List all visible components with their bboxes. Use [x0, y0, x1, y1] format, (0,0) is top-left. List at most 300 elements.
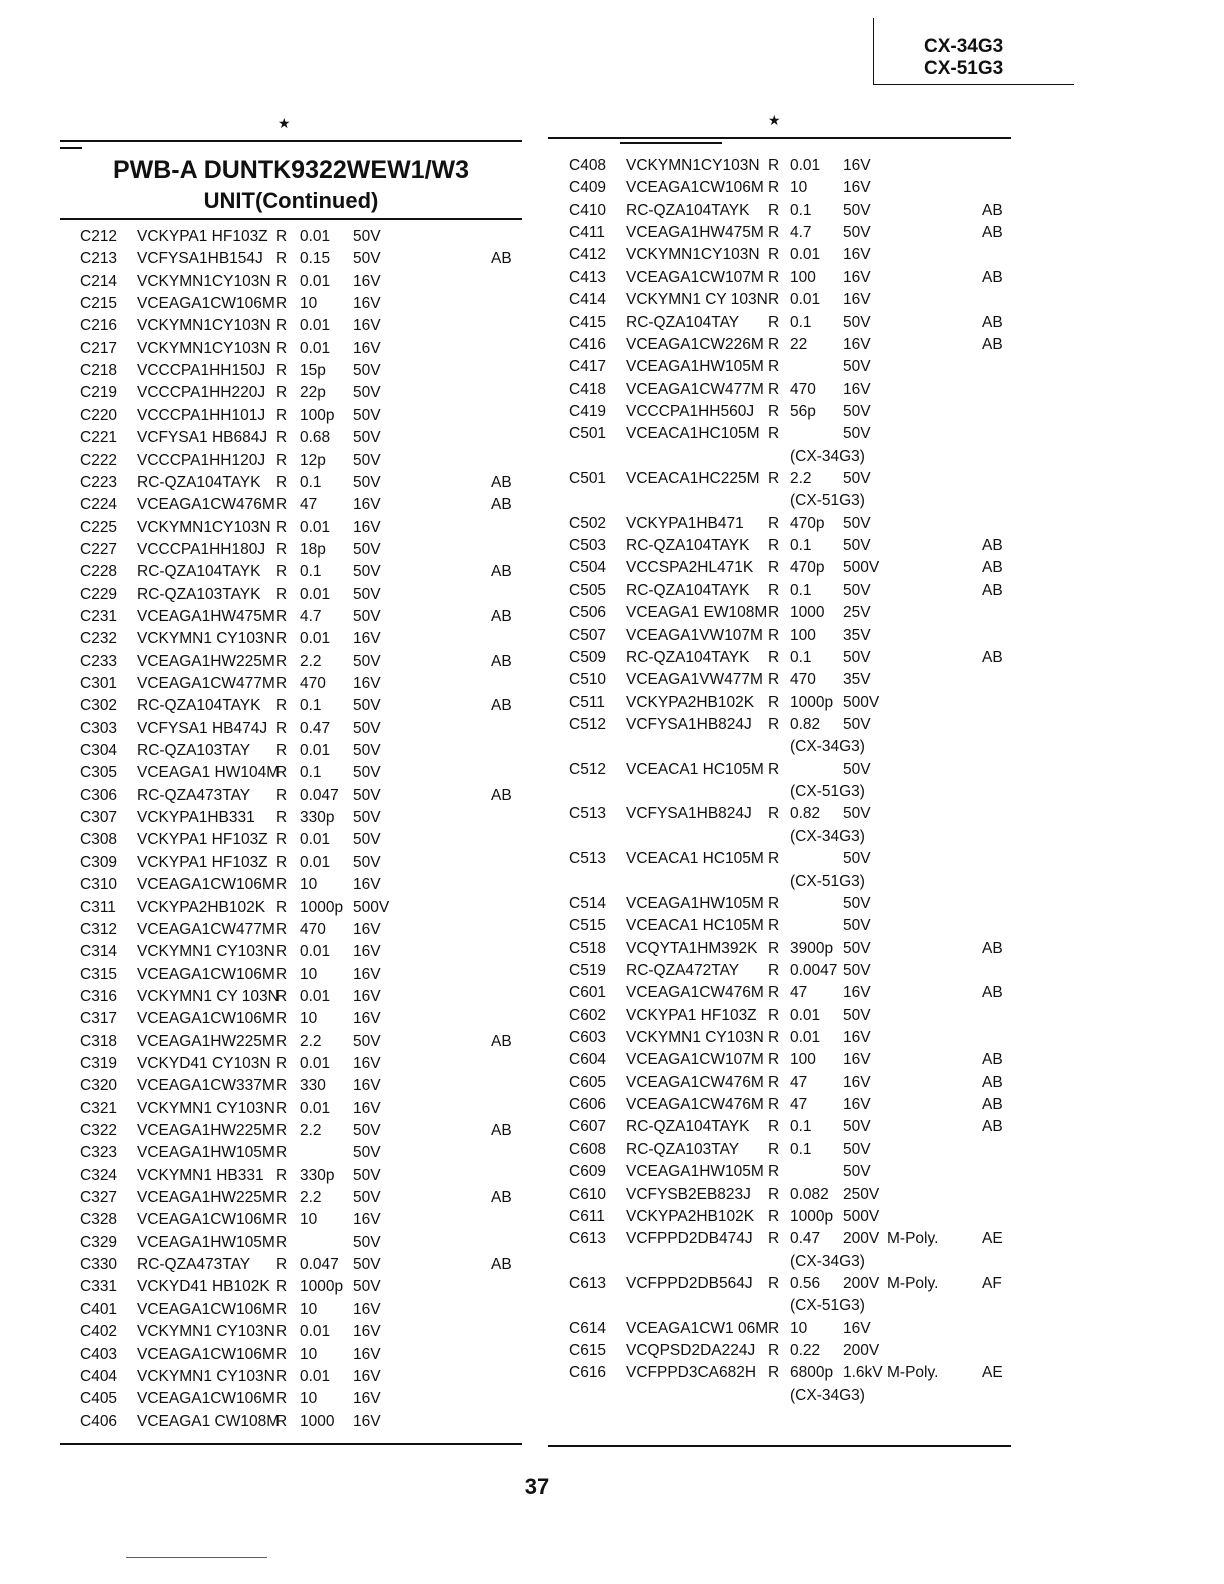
rank: R	[276, 1032, 288, 1050]
part-no: VCEAGA1HW225M	[137, 1122, 275, 1139]
ref-no: C505	[569, 581, 607, 599]
ref-no: C419	[569, 402, 607, 420]
voltage: 50V	[843, 648, 871, 666]
part-no: VCKYMN1CY103N	[137, 272, 271, 290]
voltage: 16V	[353, 1367, 381, 1385]
part-no: RC-QZA104TAY	[626, 313, 740, 331]
voltage: 35V	[843, 671, 871, 689]
left-short-rule	[60, 147, 82, 149]
rank: R	[276, 295, 288, 313]
model-note: (CX-51G3)	[790, 492, 865, 510]
ref-no: C403	[80, 1345, 118, 1363]
voltage: 50V	[843, 358, 871, 376]
ref-no: C512	[569, 760, 607, 778]
ref-no: C306	[80, 786, 118, 804]
part-no: VCEAGA1CW477M	[626, 380, 764, 398]
rank: R	[768, 1096, 780, 1114]
voltage: 16V	[353, 630, 381, 648]
value: 47	[790, 984, 808, 1002]
voltage: 16V	[353, 1099, 381, 1117]
value: 10	[300, 876, 318, 894]
ref-no: C501	[569, 470, 607, 488]
rank: R	[276, 1211, 288, 1229]
part-no: RC-QZA104TAYK	[137, 473, 261, 491]
rank: R	[276, 943, 288, 961]
part-no: VCCCPA1HH150J	[137, 362, 266, 380]
ref-no: C402	[80, 1323, 118, 1341]
value: 6800p	[790, 1364, 834, 1382]
value: 0.68	[300, 429, 331, 447]
part-no: VCEAGA1CW1 06M	[626, 1319, 769, 1337]
ref-no: C418	[569, 380, 607, 398]
voltage: 16V	[843, 1029, 871, 1047]
rank: R	[276, 1323, 288, 1341]
code: AB	[491, 473, 512, 491]
rank: R	[768, 559, 780, 577]
ref-no: C213	[80, 250, 118, 268]
value: 10	[790, 1319, 808, 1337]
rank: R	[276, 719, 288, 737]
voltage: 16V	[353, 295, 381, 313]
voltage: 50V	[353, 652, 381, 670]
voltage: 16V	[843, 268, 871, 286]
voltage: 200V	[843, 1230, 880, 1248]
ref-no: C405	[80, 1390, 118, 1408]
ref-no: C611	[569, 1207, 605, 1225]
part-no: RC-QZA473TAY	[137, 1256, 251, 1274]
ref-no: C302	[80, 697, 118, 715]
rank: R	[768, 380, 780, 398]
value: 1000p	[300, 1278, 344, 1296]
voltage: 50V	[353, 853, 381, 871]
voltage: 500V	[843, 559, 880, 577]
voltage: 50V	[843, 1006, 871, 1024]
rank: R	[276, 451, 288, 469]
ref-no: C413	[569, 268, 607, 286]
rank: R	[768, 1275, 780, 1292]
value: 56p	[790, 402, 816, 420]
part-no: RC-QZA104TAYK	[137, 697, 261, 715]
rank: R	[768, 626, 780, 644]
ref-no: C409	[569, 179, 607, 197]
ref-no: C227	[80, 540, 118, 558]
part-no: VCEAGA1 HW104M	[137, 764, 280, 782]
value: 0.01	[300, 518, 331, 536]
voltage: 50V	[843, 514, 871, 532]
part-no: VCEAGA1CW106M	[137, 1010, 275, 1028]
part-no: VCKYMN1 CY 103N	[626, 291, 768, 309]
part-no: VCEAGA1CW106M	[137, 965, 275, 983]
voltage: 16V	[353, 518, 381, 536]
value: 470p	[790, 559, 825, 577]
voltage: 50V	[353, 406, 381, 424]
voltage: 16V	[843, 246, 871, 264]
voltage: 50V	[353, 362, 381, 380]
rank: R	[276, 1122, 288, 1139]
ref-no: C232	[80, 630, 118, 648]
part-no: VCKYMN1 HB331	[137, 1166, 264, 1184]
model-note: (CX-51G3)	[790, 783, 865, 801]
part-no: VCEAGA1VW477M	[626, 671, 763, 689]
part-no: RC-QZA103TAY	[137, 742, 251, 760]
voltage: 16V	[353, 1054, 381, 1072]
rank: R	[276, 272, 288, 290]
ref-no: C330	[80, 1256, 118, 1274]
rank: R	[276, 384, 288, 402]
ref-no: C609	[569, 1163, 607, 1181]
ref-no: C311	[80, 898, 116, 916]
value: 0.01	[790, 157, 821, 174]
part-no: VCEAGA1HW105M	[626, 358, 764, 376]
part-no: VCEAGA1CW106M	[626, 179, 764, 197]
value: 100	[790, 1051, 816, 1069]
part-no: VCKYMN1 CY 103N	[137, 987, 279, 1005]
rank: R	[768, 224, 780, 242]
ref-no: C218	[80, 362, 118, 380]
voltage: 16V	[353, 1077, 381, 1095]
voltage: 50V	[843, 1163, 871, 1181]
ref-no: C411	[569, 224, 605, 242]
value: 470	[790, 380, 816, 398]
ref-no: C312	[80, 920, 118, 938]
code: AB	[982, 224, 1003, 242]
code: AB	[982, 313, 1003, 331]
value: 0.047	[300, 1256, 339, 1274]
value: 47	[300, 496, 318, 514]
part-no: VCKYPA1 HF103Z	[137, 228, 268, 245]
model-note: (CX-51G3)	[790, 872, 865, 890]
rank: R	[768, 1029, 780, 1047]
section-title: PWB-A DUNTK9322WEW1/W3	[112, 156, 470, 184]
value: 330	[300, 1077, 326, 1095]
ref-no: C314	[80, 943, 118, 961]
right-top-rule	[548, 137, 1011, 139]
rank: R	[768, 313, 780, 331]
ref-no: C404	[80, 1367, 118, 1385]
rank: R	[276, 563, 288, 581]
rank: R	[768, 291, 780, 309]
voltage: 16V	[353, 1010, 381, 1028]
voltage: 50V	[353, 384, 381, 402]
value: 10	[300, 1300, 318, 1318]
voltage: 16V	[353, 317, 381, 335]
model-note: (CX-34G3)	[790, 1252, 865, 1270]
ref-no: C417	[569, 358, 607, 376]
rank: R	[276, 1189, 288, 1207]
value: 0.01	[790, 291, 821, 309]
voltage: 1.6kV	[843, 1364, 883, 1382]
ref-no: C310	[80, 876, 118, 894]
rank: R	[276, 1144, 288, 1162]
value: 47	[790, 1096, 808, 1114]
star-mark-left: ★	[278, 115, 291, 131]
ref-no: C322	[80, 1122, 118, 1139]
value: 0.1	[300, 473, 322, 491]
model-number-box	[873, 18, 1074, 85]
part-no: VCKYPA1HB331	[137, 809, 255, 827]
rank: R	[768, 470, 780, 488]
voltage: 16V	[353, 339, 381, 357]
voltage: 16V	[353, 1345, 381, 1363]
ref-no: C304	[80, 742, 118, 760]
voltage: 50V	[353, 1256, 381, 1274]
part-no: VCEAGA1CW106M	[137, 1211, 275, 1229]
voltage: 16V	[843, 179, 871, 197]
voltage: 200V	[843, 1342, 880, 1360]
value: 10	[300, 1345, 318, 1363]
ref-no: C324	[80, 1166, 118, 1184]
voltage: 16V	[843, 157, 871, 174]
voltage: 50V	[843, 850, 871, 868]
voltage: 50V	[353, 563, 381, 581]
value: 2.2	[300, 1122, 322, 1139]
part-no: VCCCPA1HH180J	[137, 540, 266, 558]
value: 1000	[300, 1412, 335, 1430]
ref-no: C601	[569, 984, 607, 1002]
type: M-Poly.	[887, 1364, 939, 1382]
value: 0.22	[790, 1342, 821, 1360]
voltage: 16V	[353, 876, 381, 894]
rank: R	[768, 693, 780, 711]
rank: R	[276, 1010, 288, 1028]
voltage: 50V	[843, 805, 871, 823]
value: 0.47	[790, 1230, 821, 1248]
ref-no: C212	[80, 228, 118, 245]
ref-no: C506	[569, 604, 607, 622]
ref-no: C231	[80, 607, 118, 625]
rank: R	[276, 742, 288, 760]
value: 0.01	[300, 987, 331, 1005]
star-mark-right: ★	[768, 112, 781, 128]
voltage: 50V	[843, 961, 871, 979]
value: 47	[790, 1073, 808, 1091]
value: 1000p	[790, 693, 834, 711]
model-cx-34g3: CX-34G3	[924, 36, 1004, 57]
ref-no: C512	[569, 716, 607, 733]
voltage: 16V	[353, 1390, 381, 1408]
value: 0.01	[300, 630, 331, 648]
part-no: VCEAGA1CW476M	[137, 496, 275, 514]
rank: R	[276, 630, 288, 648]
rank: R	[276, 607, 288, 625]
part-no: VCEAGA1CW106M	[137, 295, 275, 313]
rank: R	[768, 335, 780, 353]
page-number: 37	[524, 1474, 550, 1499]
voltage: 50V	[843, 939, 871, 957]
ref-no: C321	[80, 1099, 118, 1117]
left-bottom-rule	[60, 1443, 522, 1445]
rank: R	[768, 157, 780, 174]
value: 0.01	[300, 831, 331, 849]
value: 0.1	[300, 697, 322, 715]
voltage: 16V	[843, 1319, 871, 1337]
rank: R	[768, 1118, 780, 1136]
value: 0.82	[790, 716, 821, 733]
part-no: VCFYSA1HB824J	[626, 716, 752, 733]
value: 2.2	[300, 1032, 322, 1050]
rank: R	[276, 1256, 288, 1274]
value: 0.1	[790, 537, 812, 555]
part-no: RC-QZA473TAY	[137, 786, 251, 804]
voltage: 50V	[843, 313, 871, 331]
code: AB	[491, 250, 512, 268]
rank: R	[276, 339, 288, 357]
ref-no: C220	[80, 406, 118, 424]
ref-no: C416	[569, 335, 607, 353]
ref-no: C510	[569, 671, 607, 689]
ref-no: C216	[80, 317, 118, 335]
code: AB	[491, 496, 512, 514]
part-no: VCEAGA1CW106M	[137, 1390, 275, 1408]
value: 330p	[300, 1166, 335, 1184]
part-no: VCFPPD2DB564J	[626, 1275, 753, 1292]
part-no: VCKYMN1CY103N	[137, 339, 271, 357]
part-no: VCCSPA2HL471K	[626, 559, 754, 577]
ref-no: C316	[80, 987, 118, 1005]
part-no: VCEAGA1HW225M	[137, 652, 275, 670]
rank: R	[276, 518, 288, 536]
part-no: VCEAGA1HW225M	[137, 1032, 275, 1050]
part-no: VCKYMN1CY103N	[137, 518, 271, 536]
rank: R	[768, 425, 780, 443]
ref-no: C401	[80, 1300, 118, 1318]
ref-no: C614	[569, 1319, 607, 1337]
rank: R	[768, 1073, 780, 1091]
rank: R	[768, 648, 780, 666]
value: 0.15	[300, 250, 331, 268]
ref-no: C301	[80, 675, 118, 692]
voltage: 50V	[843, 425, 871, 443]
model-note: (CX-51G3)	[790, 1297, 865, 1315]
value: 0.1	[300, 563, 322, 581]
code: AE	[982, 1364, 1003, 1382]
part-no: VCFYSA1HB824J	[626, 805, 752, 823]
value: 0.01	[300, 1054, 331, 1072]
title-underline	[60, 218, 522, 220]
part-no: VCKYMN1CY103N	[626, 157, 760, 174]
ref-no: C214	[80, 272, 118, 290]
model-note: (CX-34G3)	[790, 827, 865, 845]
voltage: 200V	[843, 1275, 880, 1292]
voltage: 50V	[843, 581, 871, 599]
part-no: VCQPSD2DA224J	[626, 1342, 756, 1360]
ref-no: C315	[80, 965, 118, 983]
voltage: 500V	[353, 898, 390, 916]
part-no: VCEAGA1CW477M	[137, 920, 275, 938]
code: AB	[982, 537, 1003, 555]
part-no: VCEACA1HC225M	[626, 470, 760, 488]
value: 100p	[300, 406, 335, 424]
rank: R	[768, 961, 780, 979]
voltage: 50V	[353, 585, 381, 603]
rank: R	[768, 1140, 780, 1158]
rank: R	[768, 850, 780, 868]
model-cx-51g3: CX-51G3	[924, 58, 1004, 79]
part-no: VCFPPD3CA682H	[626, 1364, 757, 1382]
value: 0.01	[300, 1099, 331, 1117]
ref-no: C225	[80, 518, 118, 536]
part-no: VCFPPD2DB474J	[626, 1230, 753, 1248]
rank: R	[768, 1230, 780, 1248]
part-no: VCKYMN1CY103N	[626, 246, 760, 264]
rank: R	[768, 537, 780, 555]
voltage: 16V	[843, 335, 871, 353]
code: AB	[982, 1118, 1003, 1136]
voltage: 50V	[353, 809, 381, 827]
ref-no: C518	[569, 939, 607, 957]
part-no: VCEAGA1HW475M	[626, 224, 764, 242]
ref-no: C331	[80, 1278, 118, 1296]
rank: R	[276, 1233, 288, 1251]
voltage: 16V	[353, 272, 381, 290]
part-no: VCKYMN1 CY103N	[137, 630, 275, 648]
voltage: 16V	[353, 1211, 381, 1229]
code: AB	[982, 1051, 1003, 1069]
rank: R	[768, 1364, 780, 1382]
code: AB	[491, 1032, 512, 1050]
rank: R	[276, 1166, 288, 1184]
code: AB	[491, 563, 512, 581]
rank: R	[768, 581, 780, 599]
part-no: VCEAGA1CW106M	[137, 876, 275, 894]
ref-no: C217	[80, 339, 118, 357]
voltage: 50V	[353, 831, 381, 849]
rank: R	[276, 1054, 288, 1072]
model-note: (CX-34G3)	[790, 738, 865, 756]
value: 0.01	[790, 1029, 821, 1047]
voltage: 50V	[353, 1189, 381, 1207]
voltage: 50V	[353, 1166, 381, 1184]
code: AB	[982, 201, 1003, 219]
ref-no: C507	[569, 626, 607, 644]
voltage: 50V	[843, 917, 871, 935]
rank: R	[768, 1319, 780, 1337]
part-no: VCEAGA1HW105M	[626, 1163, 764, 1181]
rank: R	[276, 317, 288, 335]
part-no: VCKYPA1 HF103Z	[626, 1006, 757, 1024]
ref-no: C608	[569, 1140, 607, 1158]
value: 0.47	[300, 719, 331, 737]
rank: R	[276, 965, 288, 983]
ref-no: C327	[80, 1189, 118, 1207]
voltage: 50V	[843, 537, 871, 555]
value: 1000p	[300, 898, 344, 916]
rank: R	[768, 1342, 780, 1360]
ref-no: C615	[569, 1342, 607, 1360]
voltage: 500V	[843, 693, 880, 711]
voltage: 50V	[353, 451, 381, 469]
part-no: VCKYPA1 HF103Z	[137, 853, 268, 871]
value: 0.01	[790, 246, 821, 264]
value: 0.01	[300, 339, 331, 357]
ref-no: C307	[80, 809, 118, 827]
rank: R	[276, 697, 288, 715]
part-no: VCKYD41 CY103N	[137, 1054, 271, 1072]
value: 0.1	[790, 201, 812, 219]
code: AB	[491, 607, 512, 625]
value: 0.01	[790, 1006, 821, 1024]
value: 0.01	[300, 1323, 331, 1341]
voltage: 50V	[353, 228, 381, 245]
voltage: 50V	[353, 429, 381, 447]
value: 10	[300, 1010, 318, 1028]
voltage: 16V	[843, 291, 871, 309]
rank: R	[276, 809, 288, 827]
part-no: VCEAGA1HW475M	[137, 607, 275, 625]
voltage: 50V	[353, 742, 381, 760]
part-no: RC-QZA103TAYK	[137, 585, 261, 603]
value: 470	[300, 920, 326, 938]
